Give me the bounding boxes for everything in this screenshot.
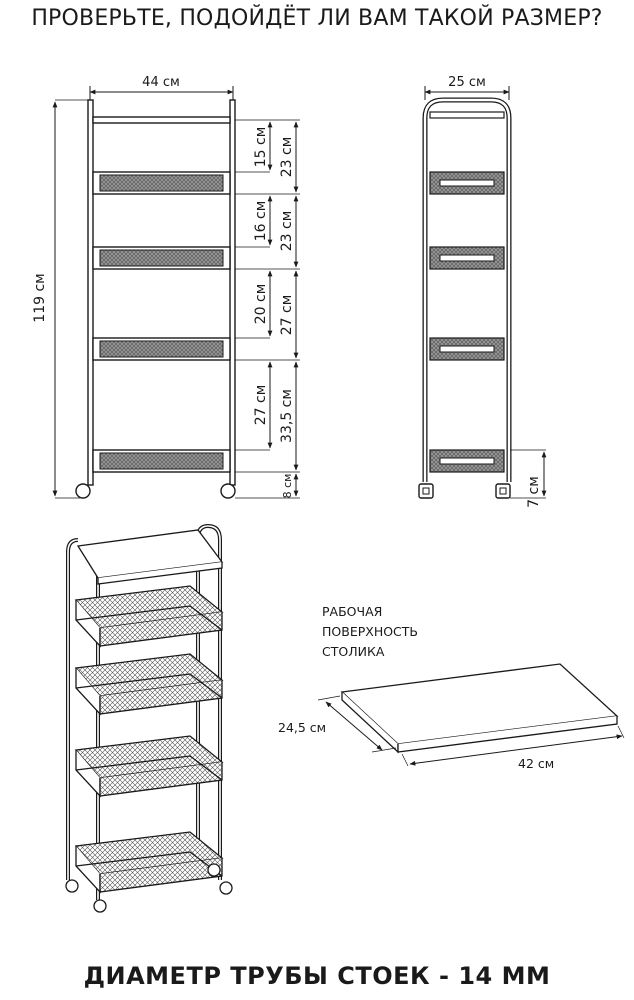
perspective-wheel	[208, 864, 220, 876]
perspective-view	[66, 526, 232, 912]
tier-2-inner-label: 16 см	[253, 200, 269, 242]
page-heading: ПРОВЕРЬТЕ, ПОДОЙДЁТ ЛИ ВАМ ТАКОЙ РАЗМЕР?	[31, 6, 603, 31]
side-view	[419, 100, 510, 498]
wheel	[221, 484, 235, 498]
perspective-wheel	[94, 900, 106, 912]
front-wheel-clearance-label: 8 см	[281, 473, 294, 499]
tier-4-inner-label: 27 см	[253, 384, 269, 426]
basket	[93, 338, 230, 360]
worktop-label-line-3: СТОЛИКА	[322, 644, 385, 659]
side-depth-label: 25 см	[448, 75, 486, 90]
worktop-label-line-1: РАБОЧАЯ	[322, 604, 383, 619]
side-wheel-clearance-label: 7 см	[526, 476, 542, 508]
side-basket	[430, 338, 504, 360]
top-shelf	[93, 117, 230, 123]
basket	[93, 450, 230, 472]
tier-2-outer-label: 23 см	[279, 210, 295, 252]
basket	[93, 247, 230, 269]
left-upright	[88, 100, 93, 485]
pipe-diameter-note: ДИАМЕТР ТРУБЫ СТОЕК - 14 ММ	[83, 962, 551, 990]
tier-4-outer-label: 33,5 см	[279, 389, 295, 443]
right-upright	[230, 100, 235, 485]
worktop-depth-label: 24,5 см	[278, 720, 327, 735]
basket	[93, 172, 230, 194]
tier-3-outer-label: 27 см	[279, 294, 295, 336]
tier-3-inner-label: 20 см	[253, 283, 269, 325]
front-height-label: 119 см	[32, 273, 48, 323]
worktop-width-label: 42 см	[518, 756, 555, 771]
perspective-wheel	[220, 882, 232, 894]
side-basket	[430, 450, 504, 472]
side-basket	[430, 247, 504, 269]
tier-1-outer-label: 23 см	[279, 136, 295, 178]
worktop-label-line-2: ПОВЕРХНОСТЬ	[322, 624, 418, 639]
front-width-label: 44 см	[142, 75, 180, 90]
side-dimensions	[425, 86, 546, 498]
worktop-board	[342, 664, 617, 752]
front-view	[76, 100, 235, 498]
tier-1-inner-label: 15 см	[253, 126, 269, 168]
perspective-wheel	[66, 880, 78, 892]
side-basket	[430, 172, 504, 194]
wheel	[76, 484, 90, 498]
